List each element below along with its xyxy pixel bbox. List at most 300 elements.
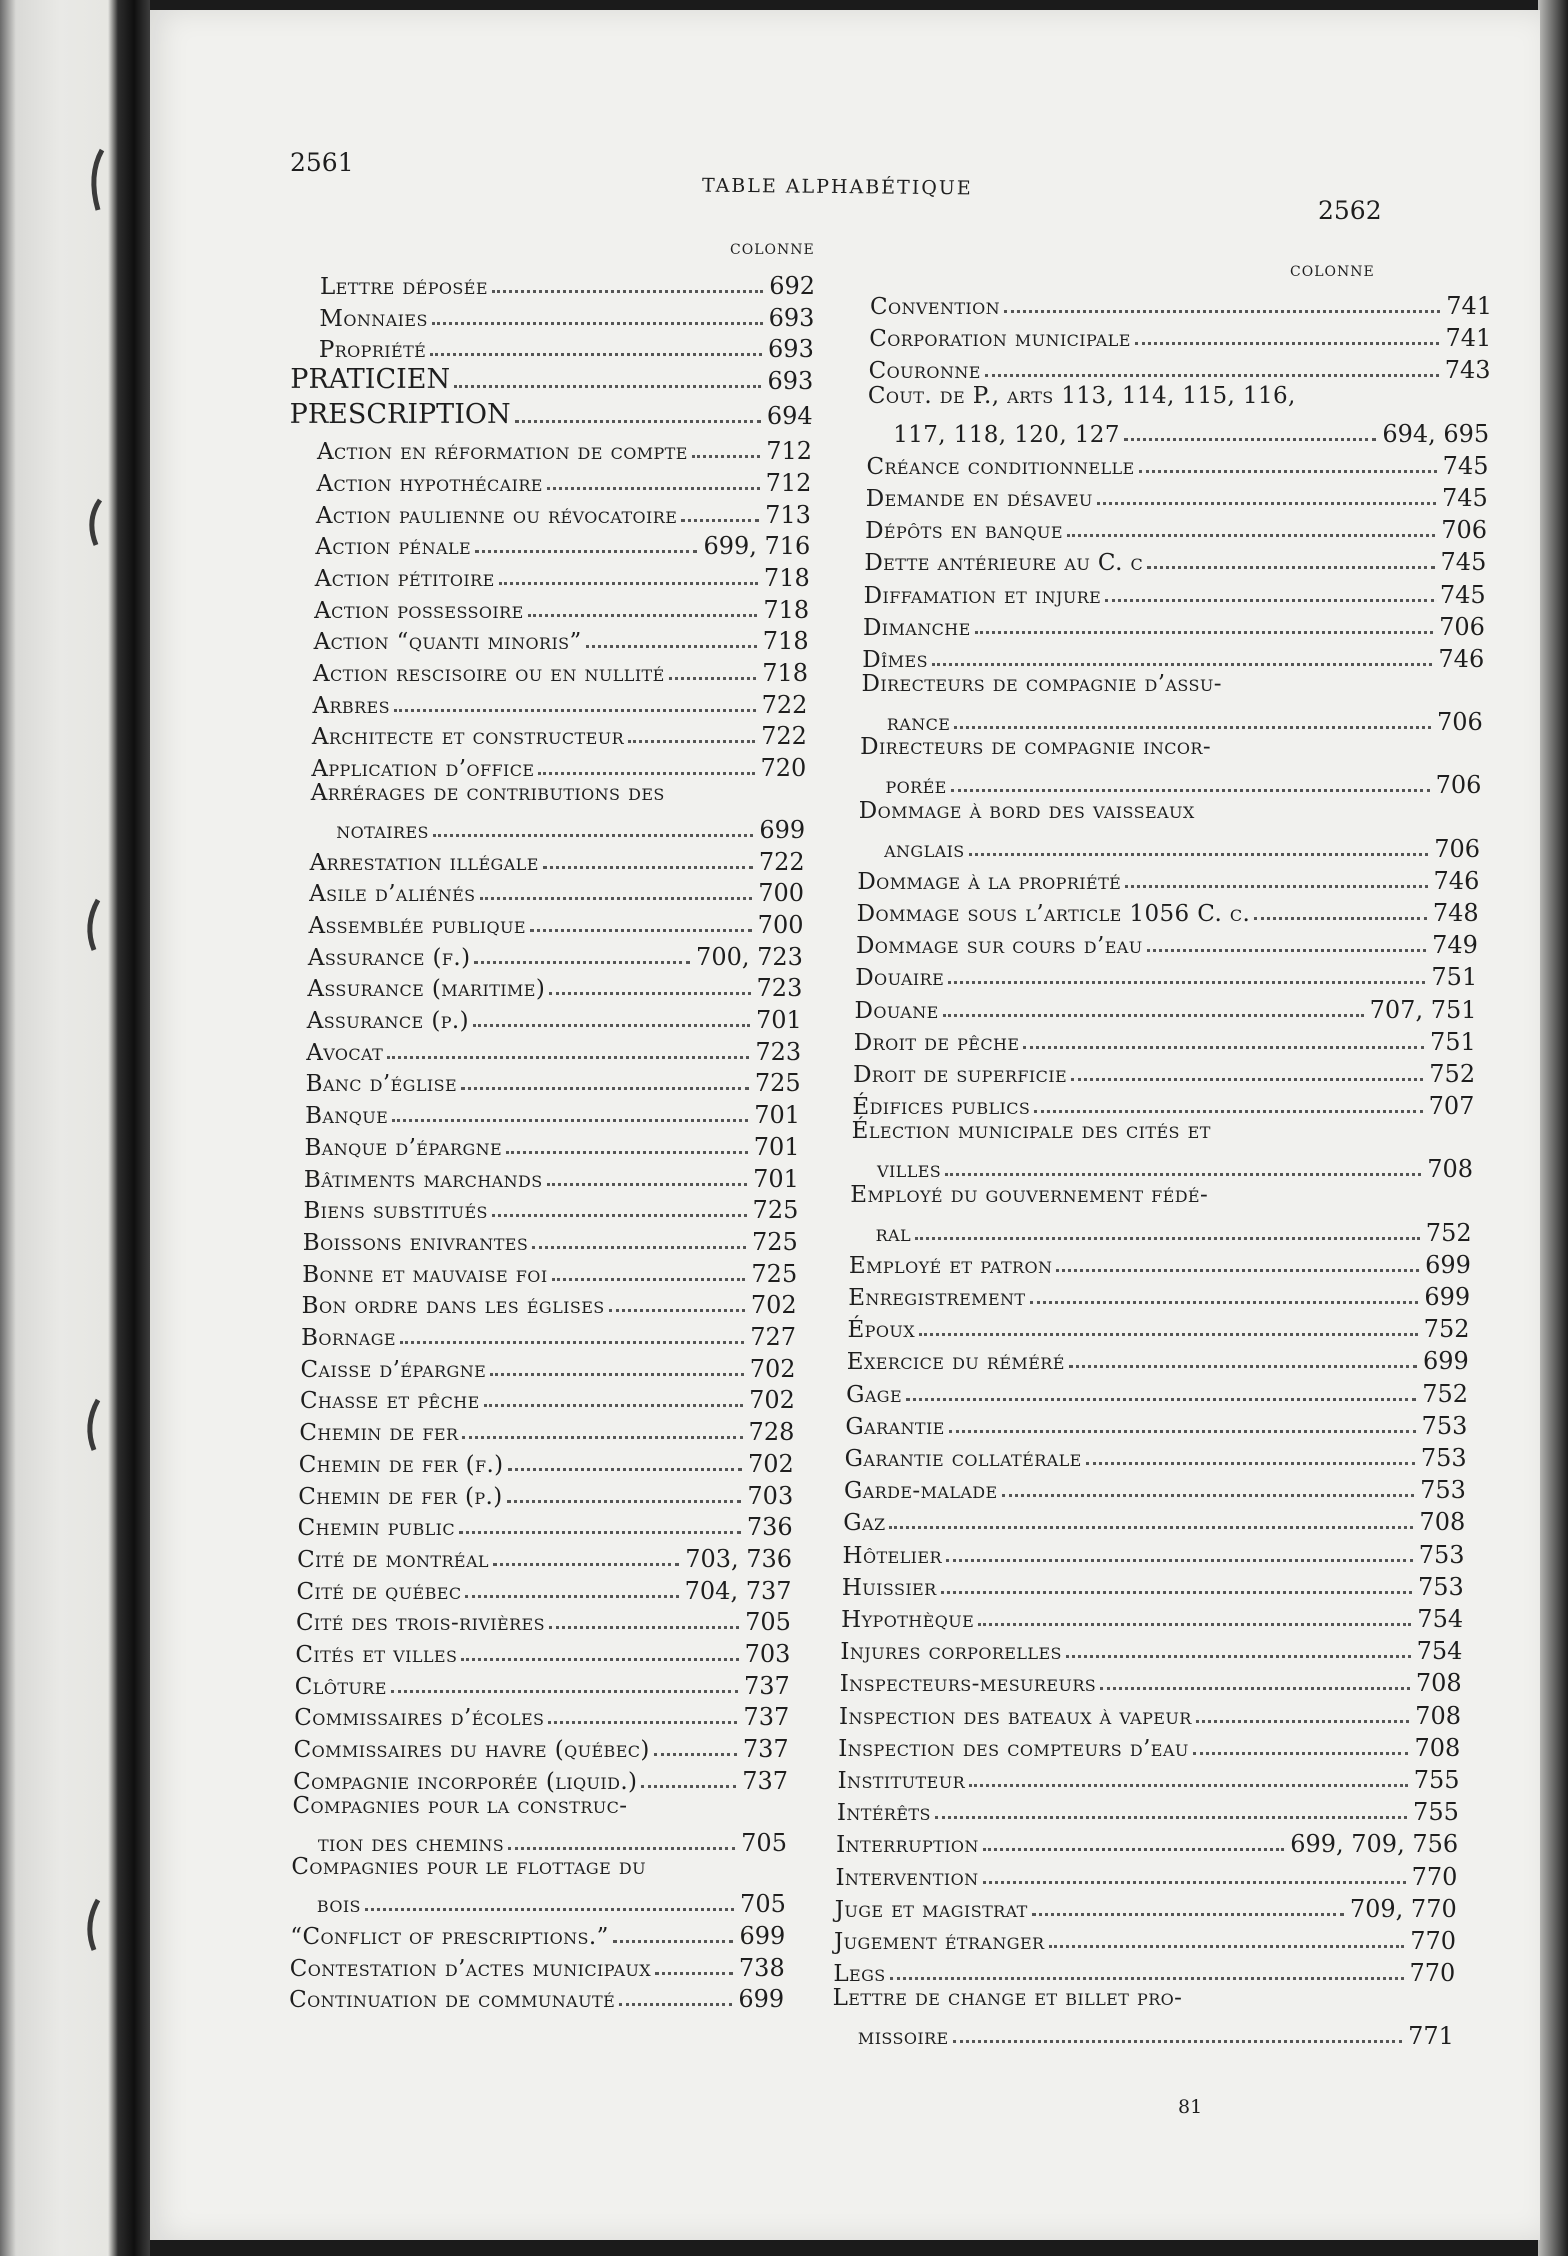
dot-leader <box>391 1690 738 1693</box>
dot-leader <box>1124 438 1376 441</box>
index-entry-label: Douane <box>854 997 939 1024</box>
index-column-reference: 752 <box>1425 1218 1472 1247</box>
index-column-reference: 754 <box>1417 1605 1464 1633</box>
dot-leader <box>549 992 750 995</box>
dot-leader <box>628 740 755 743</box>
index-entry <box>290 396 813 430</box>
index-entry-label: Action en réformation de compte <box>317 439 688 466</box>
dot-leader <box>547 487 760 490</box>
index-entry <box>843 1502 1465 1536</box>
index-entry-label: rance <box>886 710 951 737</box>
index-column-reference: 745 <box>1440 548 1487 577</box>
index-entry-label: Compagnie incorporée (liquid.) <box>293 1768 638 1795</box>
index-entry-label: Chasse et pêche <box>299 1388 480 1415</box>
index-entry-label: Banque d’épargne <box>304 1134 503 1161</box>
index-column-reference: 699 <box>1425 1250 1471 1279</box>
index-entry <box>853 1054 1475 1088</box>
index-entry-label: Compagnies pour le flottage du <box>291 1854 646 1881</box>
index-column-reference: 707 <box>1428 1092 1475 1121</box>
dot-leader <box>941 1591 1412 1594</box>
index-entry-label: Dimanche <box>862 614 971 641</box>
dot-leader <box>919 1333 1418 1336</box>
dot-leader <box>906 1398 1416 1401</box>
index-entry-label: Bonne et mauvaise foi <box>302 1261 548 1288</box>
dot-leader <box>461 1658 738 1661</box>
dot-leader <box>932 663 1432 666</box>
index-entry-label: Cité des trois-rivières <box>295 1610 545 1637</box>
index-column-reference: 713 <box>765 500 811 529</box>
dot-leader <box>454 385 761 388</box>
index-entry-label: Employé et patron <box>848 1252 1053 1279</box>
index-column-reference: 705 <box>741 1828 787 1857</box>
index-entry-label: Assurance (maritime) <box>307 976 546 1003</box>
dot-leader <box>619 2003 732 2006</box>
index-entry <box>297 1539 792 1573</box>
index-entry-label: Directeurs de compagnie d’assu- <box>861 671 1222 698</box>
index-entry-label: Élection municipale des cités et <box>851 1118 1211 1145</box>
index-entry-label: Instituteur <box>837 1768 966 1794</box>
dot-leader <box>400 1341 744 1344</box>
index-column-reference: 706 <box>1441 516 1488 545</box>
index-entry-label: villes <box>877 1157 942 1184</box>
index-entry-label: Commissaires du havre (québec) <box>293 1737 650 1764</box>
index-entry-label: Demande en désaveu <box>865 486 1093 512</box>
index-column-reference: 738 <box>738 1953 785 1982</box>
index-column-reference: 702 <box>749 1354 796 1383</box>
dot-leader <box>394 709 756 712</box>
index-column-reference: 722 <box>761 722 807 751</box>
index-column-reference: 701 <box>754 1101 801 1130</box>
index-entry <box>320 266 815 300</box>
dot-leader <box>430 353 762 356</box>
dot-leader <box>1196 1720 1409 1723</box>
index-entry-label: Intérêts <box>836 1800 931 1827</box>
dot-leader <box>935 1816 1407 1819</box>
dot-leader <box>508 1468 742 1471</box>
index-column-reference: 705 <box>745 1608 791 1637</box>
index-entry <box>884 829 1480 863</box>
dot-leader <box>392 1119 748 1122</box>
footer-page-number: 81 <box>1178 2096 1203 2118</box>
index-entry-label: Couronne <box>868 358 981 385</box>
index-entry-label: Cité de montréal <box>297 1546 489 1573</box>
index-entry <box>294 1697 789 1731</box>
index-entry-label: Exercice du réméré <box>846 1349 1065 1376</box>
index-column-reference: 770 <box>1409 1959 1456 1988</box>
left-page-number: 2561 <box>290 148 354 177</box>
index-entry <box>317 1884 786 1918</box>
index-entry <box>840 1631 1462 1665</box>
dot-leader <box>432 322 763 325</box>
index-entry-label: Douaire <box>855 965 945 992</box>
index-entry-label: Droit de pêche <box>853 1029 1020 1056</box>
index-column-reference: 745 <box>1441 484 1488 512</box>
index-entry <box>841 1599 1463 1633</box>
index-entry-label: Huissier <box>841 1574 937 1601</box>
index-entry-label: Convention <box>870 294 1001 320</box>
index-entry <box>315 558 810 592</box>
index-column-reference: 770 <box>1411 1862 1458 1891</box>
index-column-reference: 712 <box>765 468 812 497</box>
index-entry <box>297 1571 792 1605</box>
index-entry <box>313 653 808 687</box>
index-entry <box>314 621 809 655</box>
index-entry-label: Gaz <box>843 1510 886 1537</box>
dot-leader <box>508 1847 735 1850</box>
index-column-reference: 718 <box>763 595 810 624</box>
index-column-reference: 706 <box>1435 771 1482 800</box>
index-entry-label: anglais <box>884 836 965 863</box>
index-entry <box>309 873 804 907</box>
index-entry <box>834 1921 1456 1955</box>
index-column-reference: 705 <box>740 1890 786 1919</box>
index-entry-label: Gage <box>846 1381 903 1408</box>
index-entry <box>864 542 1486 576</box>
index-entry-label: PRESCRIPTION <box>289 399 511 431</box>
index-entry-label: Dîmes <box>862 647 929 673</box>
index-entry <box>290 1948 785 1982</box>
index-entry <box>314 590 809 624</box>
index-entry <box>311 748 806 782</box>
dot-leader <box>484 1404 743 1407</box>
index-entry <box>302 1254 797 1288</box>
dot-leader <box>975 631 1433 634</box>
index-entry <box>837 1792 1459 1826</box>
dot-leader <box>538 772 754 775</box>
index-column-reference: 718 <box>763 563 810 592</box>
index-entry-label: PRATICIEN <box>290 364 451 396</box>
dot-leader <box>969 1784 1408 1787</box>
dot-leader <box>1034 1110 1422 1113</box>
index-column-reference: 753 <box>1418 1540 1465 1569</box>
dot-leader <box>480 897 753 900</box>
index-entry <box>293 1761 788 1795</box>
index-entry <box>848 1277 1470 1311</box>
index-entry-label: Caisse d’épargne <box>300 1356 487 1383</box>
dot-leader <box>387 1056 749 1059</box>
index-entry-label: notaires <box>336 817 429 844</box>
index-entry <box>310 842 805 876</box>
index-column-reference: 755 <box>1413 1766 1460 1794</box>
dot-leader <box>951 789 1430 792</box>
index-column-reference: 725 <box>752 1196 799 1225</box>
dot-leader <box>985 374 1439 377</box>
index-entry-label: Application d’office <box>311 756 535 783</box>
index-column-reference: 736 <box>746 1513 793 1542</box>
index-entry <box>865 510 1487 544</box>
index-column-reference: 699 <box>759 815 806 844</box>
index-entry <box>306 1063 801 1097</box>
index-column-reference: 693 <box>768 303 815 332</box>
index-entry-label: Cout. de P., arts 113, 114, 115, 116, <box>867 382 1296 409</box>
index-entry-label: Action pétitoire <box>314 565 495 592</box>
index-column-reference: 755 <box>1413 1798 1459 1827</box>
index-entry <box>866 446 1488 480</box>
dot-leader <box>609 1309 745 1312</box>
dot-leader <box>530 929 752 932</box>
index-column-reference: 702 <box>750 1291 797 1320</box>
index-column-reference: 700 <box>757 910 804 939</box>
index-entry <box>885 765 1481 799</box>
index-entry <box>839 1696 1461 1730</box>
dot-leader <box>613 1940 734 1943</box>
index-column-reference: 703, 736 <box>685 1544 793 1573</box>
index-column-reference: 722 <box>758 847 805 876</box>
index-entry <box>854 1022 1476 1056</box>
index-entry <box>857 861 1479 895</box>
index-entry-label: Garantie <box>845 1413 945 1440</box>
dot-leader <box>543 866 753 869</box>
dot-leader <box>655 1972 733 1975</box>
index-entry <box>838 1728 1460 1762</box>
index-entry-label: ral <box>875 1220 912 1247</box>
dot-leader <box>365 1908 734 1911</box>
index-entry <box>833 1953 1455 1987</box>
index-column-reference: 745 <box>1439 580 1486 609</box>
dot-leader <box>473 1024 750 1027</box>
dot-leader <box>983 1881 1406 1884</box>
left-column-heading: COLONNE <box>730 242 815 258</box>
index-column-reference: 702 <box>747 1449 794 1478</box>
dot-leader <box>943 1014 1364 1017</box>
index-column-reference: 746 <box>1433 866 1480 895</box>
index-column-reference: 720 <box>760 754 807 783</box>
index-entry-label: bois <box>316 1892 361 1919</box>
dot-leader <box>1139 470 1437 473</box>
index-column-reference: 752 <box>1423 1315 1470 1344</box>
index-column-reference: 751 <box>1431 963 1478 992</box>
index-entry-label: Bon ordre dans les églises <box>301 1293 605 1320</box>
dot-leader <box>552 1278 746 1281</box>
dot-leader <box>474 961 690 964</box>
index-entry-label: Boissons enivrantes <box>302 1229 529 1256</box>
dot-leader <box>983 1848 1284 1851</box>
index-entry <box>866 478 1488 512</box>
index-column-reference: 699 <box>1422 1347 1469 1376</box>
index-column-reference: 700, 723 <box>696 942 803 971</box>
index-entry-label: Action hypothécaire <box>316 470 543 497</box>
dot-leader <box>507 1500 742 1503</box>
index-column-reference: 703 <box>747 1481 794 1510</box>
index-column-reference: 718 <box>762 627 809 656</box>
index-column-reference: 753 <box>1420 1444 1467 1472</box>
index-entry <box>302 1285 797 1319</box>
index-column-reference: 725 <box>751 1227 798 1256</box>
index-entry <box>300 1380 795 1414</box>
dot-leader <box>490 1373 744 1376</box>
dot-leader <box>528 614 758 617</box>
index-entry-label: Intervention <box>835 1864 979 1891</box>
index-entry <box>870 286 1492 320</box>
index-column-reference: 748 <box>1432 899 1479 927</box>
dot-leader <box>889 1526 1413 1529</box>
index-entry <box>317 431 812 465</box>
index-column-reference: 753 <box>1418 1572 1464 1601</box>
index-entry <box>306 1032 801 1066</box>
index-entry <box>303 1190 798 1224</box>
index-column-reference: 725 <box>751 1259 798 1288</box>
dot-leader <box>1147 566 1434 569</box>
index-column-reference: 706 <box>1439 612 1485 641</box>
index-column-reference: 737 <box>743 1671 790 1700</box>
index-entry <box>336 810 805 844</box>
dot-leader <box>1056 1269 1419 1272</box>
index-entry-label: Créance conditionnelle <box>866 453 1135 480</box>
index-entry <box>308 905 803 939</box>
index-entry-label: Interruption <box>836 1832 979 1859</box>
index-entry-label: tion des chemins <box>317 1830 505 1857</box>
index-entry-label: Injures corporelles <box>840 1639 1062 1666</box>
index-column-reference: 712 <box>766 437 813 466</box>
index-entry <box>304 1159 799 1193</box>
index-column-reference: 737 <box>743 1703 790 1732</box>
index-column-reference: 707, 751 <box>1369 995 1477 1024</box>
index-entry <box>308 937 803 971</box>
dot-leader <box>433 834 754 837</box>
index-entry <box>290 361 813 395</box>
index-entry <box>847 1341 1469 1375</box>
index-entry <box>319 298 814 332</box>
index-entry <box>843 1535 1465 1569</box>
dot-leader <box>969 853 1429 856</box>
index-entry <box>299 1444 794 1478</box>
index-column-reference: 741 <box>1445 324 1492 353</box>
index-column-reference: 708 <box>1427 1155 1473 1184</box>
index-entry-label: Cités et villes <box>295 1642 458 1668</box>
index-column-reference: 746 <box>1438 645 1485 673</box>
index-entry-label: Assurance (p.) <box>306 1008 469 1034</box>
index-column-reference: 708 <box>1415 1701 1461 1730</box>
index-entry-label: Monnaies <box>319 305 428 332</box>
index-entry <box>846 1374 1468 1408</box>
index-column-reference: 770 <box>1410 1927 1457 1955</box>
index-entry-label: Juge et magistrat <box>834 1896 1028 1923</box>
dot-leader <box>1254 917 1427 920</box>
index-column-reference: 718 <box>762 659 809 687</box>
dot-leader <box>1147 949 1427 952</box>
dot-leader <box>465 1595 678 1598</box>
index-entry <box>298 1507 793 1541</box>
index-entry <box>893 414 1489 448</box>
index-entry-label: Bornage <box>301 1325 396 1351</box>
page-edge-shadow <box>1538 0 1568 2256</box>
index-entry <box>845 1438 1467 1472</box>
index-entry-label: “Conflict of prescriptions.” <box>290 1923 609 1950</box>
dot-leader <box>669 677 757 680</box>
index-entry <box>305 1095 800 1129</box>
index-entry-label: Assurance (f.) <box>307 944 471 971</box>
dot-leader <box>890 1977 1404 1980</box>
dot-leader <box>641 1785 736 1788</box>
index-entry <box>852 1086 1474 1120</box>
index-entry-label: Diffamation et injure <box>863 582 1102 609</box>
index-column-reference: 708 <box>1415 1669 1462 1698</box>
dot-leader <box>948 981 1425 984</box>
index-entry-label: Clôture <box>294 1673 387 1700</box>
binding-thread-icon <box>80 0 160 2256</box>
index-column-reference: 693 <box>767 367 814 396</box>
index-entry <box>319 329 814 363</box>
right-page-number: 2562 <box>1318 196 1382 225</box>
index-entry <box>855 957 1477 991</box>
right-column-heading: COLONNE <box>1290 264 1375 280</box>
index-column-reference: 700 <box>758 879 805 908</box>
dot-leader <box>462 1436 742 1439</box>
index-entry <box>864 575 1486 609</box>
index-entry <box>318 1823 787 1857</box>
index-column-reference: 752 <box>1429 1060 1476 1088</box>
index-column-reference: 727 <box>750 1323 797 1351</box>
dot-leader <box>1023 1046 1424 1049</box>
index-column-reference: 701 <box>755 1006 802 1034</box>
index-column-reference: 708 <box>1414 1733 1461 1762</box>
index-entry <box>855 990 1477 1024</box>
index-entry <box>840 1663 1462 1697</box>
index-entry-label: Chemin de fer (p.) <box>298 1483 503 1510</box>
index-entry-label: Banque <box>305 1103 389 1130</box>
index-entry-label: Garantie collatérale <box>844 1446 1082 1472</box>
index-entry-label: Action pénale <box>315 534 472 561</box>
index-entry-label: Continuation de communauté <box>289 1987 616 2014</box>
index-entry-label: Compagnies pour la construc- <box>292 1792 628 1819</box>
index-entry-label: Dépôts en banque <box>865 518 1063 545</box>
index-entry-label: Hypothèque <box>841 1607 975 1633</box>
index-entry <box>845 1406 1467 1440</box>
index-entry <box>869 350 1491 384</box>
index-entry-label: Architecte et constructeur <box>311 724 625 751</box>
index-column-reference: 743 <box>1444 356 1491 385</box>
index-entry-label: Biens substitués <box>303 1198 488 1225</box>
dot-leader <box>506 1151 748 1154</box>
index-entry-label: Commissaires d’écoles <box>294 1705 545 1732</box>
index-column-reference: 692 <box>769 272 815 300</box>
index-column-reference: 703 <box>744 1640 791 1668</box>
dot-leader <box>461 1087 749 1090</box>
dot-leader <box>692 455 760 458</box>
book-page <box>150 10 1540 2240</box>
index-entry <box>295 1666 790 1700</box>
index-entry <box>869 318 1491 352</box>
dot-leader <box>1125 885 1427 888</box>
dot-leader <box>1066 1655 1411 1658</box>
index-entry <box>836 1824 1458 1858</box>
index-entry-label: Action paulienne ou révocatoire <box>315 502 678 529</box>
dot-leader <box>1002 1494 1415 1497</box>
dot-leader <box>1135 342 1440 345</box>
index-entry <box>307 1000 802 1034</box>
index-entry-label: Asile d’aliénés <box>309 881 476 908</box>
index-entry <box>856 925 1478 959</box>
index-column-reference: 699 <box>739 1921 786 1950</box>
index-entry <box>316 495 811 529</box>
dot-leader <box>1100 1687 1410 1690</box>
dot-leader <box>515 420 761 423</box>
dot-leader <box>1193 1752 1409 1755</box>
index-entry-label: Lettre de change et billet pro- <box>832 1985 1183 2012</box>
dot-leader <box>915 1237 1420 1240</box>
index-entry <box>305 1127 800 1161</box>
index-entry <box>312 716 807 750</box>
index-entry-label: Dommage sous l’article 1056 C. c. <box>856 901 1251 927</box>
dot-leader <box>1032 1913 1344 1916</box>
index-column-reference: 694 <box>766 402 813 431</box>
dot-leader <box>547 1183 747 1186</box>
index-entry <box>876 1213 1472 1247</box>
index-column-reference: 699 <box>1424 1283 1471 1311</box>
index-entry <box>312 685 807 719</box>
dot-leader <box>549 1626 739 1629</box>
index-entry <box>296 1602 791 1636</box>
